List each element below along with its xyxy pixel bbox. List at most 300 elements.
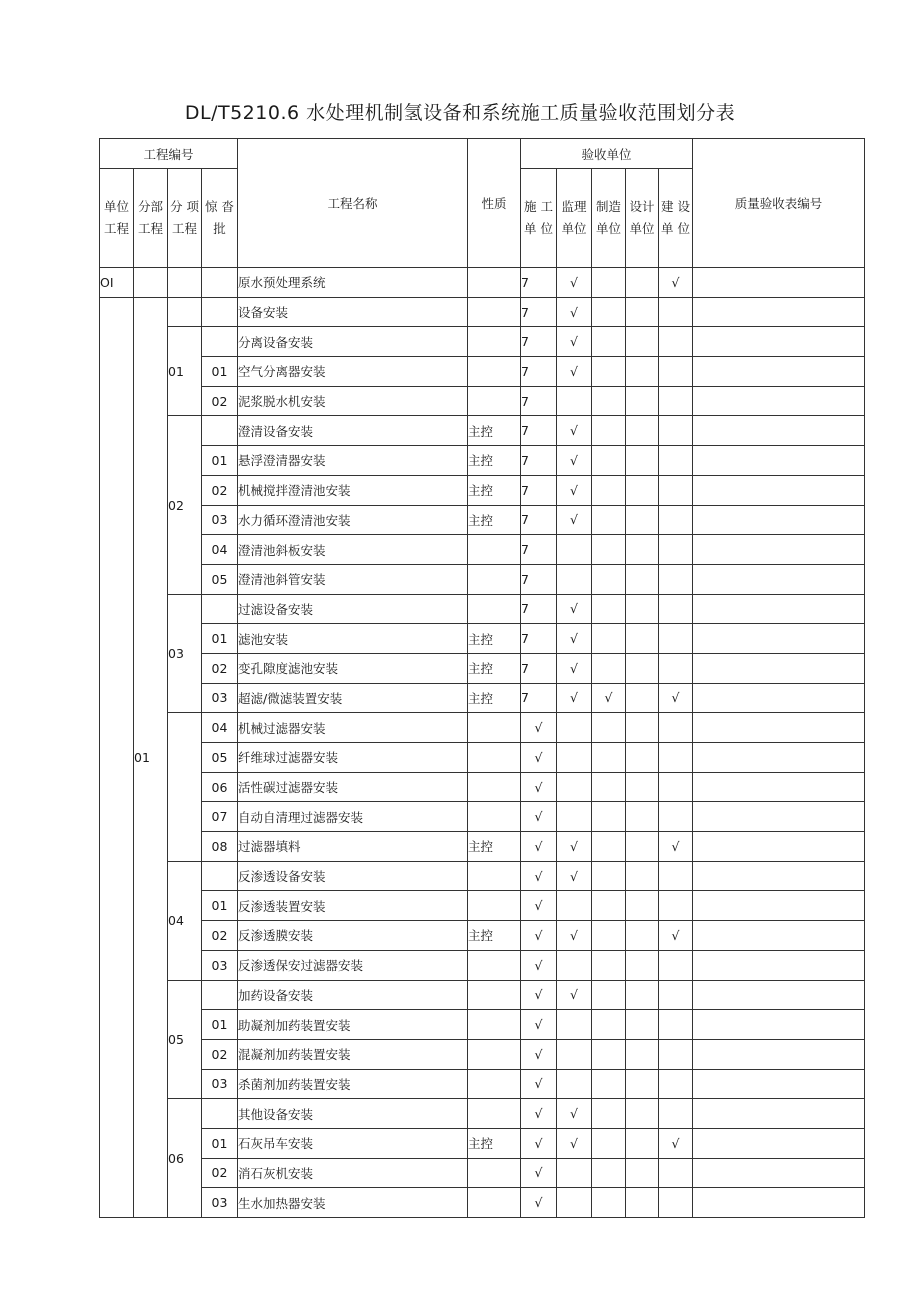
supervision-check-cell: √	[557, 357, 592, 387]
header-nature: 性质	[468, 139, 521, 268]
owner-check-cell	[659, 743, 693, 773]
project-name-cell: 机械过滤器安装	[238, 713, 468, 743]
batch-code-cell	[202, 297, 238, 327]
project-name-cell: 机械搅拌澄清池安装	[238, 475, 468, 505]
header-unit-project: 单位工程	[100, 169, 134, 268]
sub-code-cell	[168, 268, 202, 298]
nature-cell	[468, 297, 521, 327]
manufacturer-check-cell	[592, 1158, 626, 1188]
nature-cell	[468, 802, 521, 832]
form-no-cell	[693, 297, 865, 327]
nature-cell: 主控	[468, 475, 521, 505]
construction-check-cell: 7	[521, 357, 557, 387]
manufacturer-check-cell	[592, 564, 626, 594]
supervision-check-cell: √	[557, 446, 592, 476]
project-name-cell: 其他设备安装	[238, 1099, 468, 1129]
design-check-cell	[626, 564, 659, 594]
construction-check-cell: √	[521, 1158, 557, 1188]
form-no-cell	[693, 1128, 865, 1158]
project-name-cell: 水力循环澄清池安装	[238, 505, 468, 535]
batch-code-cell: 08	[202, 832, 238, 862]
construction-check-cell: 7	[521, 594, 557, 624]
project-name-cell: 超滤/微滤装置安装	[238, 683, 468, 713]
nature-cell	[468, 1069, 521, 1099]
table-row	[100, 1128, 865, 1158]
supervision-check-cell: √	[557, 327, 592, 357]
manufacturer-check-cell	[592, 327, 626, 357]
batch-code-cell: 03	[202, 1188, 238, 1218]
nature-cell	[468, 1188, 521, 1218]
construction-check-cell: √	[521, 713, 557, 743]
construction-check-cell: √	[521, 802, 557, 832]
table-row	[100, 921, 865, 951]
construction-check-cell: √	[521, 772, 557, 802]
manufacturer-check-cell	[592, 861, 626, 891]
supervision-check-cell: √	[557, 861, 592, 891]
table-row	[100, 268, 865, 298]
header-division-project: 分部工程	[134, 169, 168, 268]
project-name-cell: 变孔隙度滤池安装	[238, 653, 468, 683]
nature-cell: 主控	[468, 416, 521, 446]
manufacturer-check-cell	[592, 653, 626, 683]
owner-check-cell	[659, 653, 693, 683]
table-row	[100, 357, 865, 387]
design-check-cell	[626, 446, 659, 476]
batch-code-cell: 02	[202, 921, 238, 951]
supervision-check-cell	[557, 1069, 592, 1099]
table-row	[100, 950, 865, 980]
manufacturer-check-cell	[592, 624, 626, 654]
table-row	[100, 891, 865, 921]
nature-cell: 主控	[468, 683, 521, 713]
design-check-cell	[626, 980, 659, 1010]
construction-check-cell: √	[521, 743, 557, 773]
design-check-cell	[626, 594, 659, 624]
form-no-cell	[693, 594, 865, 624]
owner-check-cell	[659, 1188, 693, 1218]
form-no-cell	[693, 653, 865, 683]
project-name-cell: 反渗透膜安装	[238, 921, 468, 951]
manufacturer-check-cell	[592, 1128, 626, 1158]
design-check-cell	[626, 297, 659, 327]
form-no-cell	[693, 713, 865, 743]
division-code-cell	[134, 268, 168, 298]
supervision-check-cell	[557, 564, 592, 594]
nature-cell	[468, 891, 521, 921]
construction-check-cell: 7	[521, 386, 557, 416]
design-check-cell	[626, 713, 659, 743]
project-name-cell: 石灰吊车安装	[238, 1128, 468, 1158]
design-check-cell	[626, 683, 659, 713]
design-check-cell	[626, 1128, 659, 1158]
table-row	[100, 475, 865, 505]
header-manufacturer-unit: 制造单位	[592, 169, 626, 268]
table-row	[100, 772, 865, 802]
form-no-cell	[693, 802, 865, 832]
form-no-cell	[693, 832, 865, 862]
construction-check-cell: 7	[521, 446, 557, 476]
construction-check-cell: √	[521, 1039, 557, 1069]
construction-check-cell: 7	[521, 653, 557, 683]
project-name-cell: 澄清设备安装	[238, 416, 468, 446]
table-row	[100, 653, 865, 683]
table-row	[100, 713, 865, 743]
nature-cell	[468, 386, 521, 416]
manufacturer-check-cell	[592, 713, 626, 743]
project-name-cell: 反渗透保安过滤器安装	[238, 950, 468, 980]
header-project-name: 工程名称	[238, 139, 468, 268]
project-name-cell: 自动自清理过滤器安装	[238, 802, 468, 832]
form-no-cell	[693, 624, 865, 654]
page-title: DL/T5210.6 水处理机制氢设备和系统施工质量验收范围划分表	[184, 102, 736, 124]
nature-cell: 主控	[468, 921, 521, 951]
table-row	[100, 802, 865, 832]
supervision-check-cell	[557, 1039, 592, 1069]
batch-code-cell: 01	[202, 1010, 238, 1040]
form-no-cell	[693, 327, 865, 357]
supervision-check-cell: √	[557, 297, 592, 327]
form-no-cell	[693, 416, 865, 446]
owner-check-cell: √	[659, 921, 693, 951]
supervision-check-cell: √	[557, 980, 592, 1010]
form-no-cell	[693, 535, 865, 565]
construction-check-cell: 7	[521, 416, 557, 446]
acceptance-table	[99, 138, 865, 1218]
batch-code-cell: 01	[202, 357, 238, 387]
manufacturer-check-cell	[592, 594, 626, 624]
nature-cell	[468, 980, 521, 1010]
supervision-check-cell: √	[557, 624, 592, 654]
owner-check-cell	[659, 564, 693, 594]
unit-code-cell: OI	[100, 268, 134, 298]
supervision-check-cell: √	[557, 653, 592, 683]
nature-cell	[468, 950, 521, 980]
nature-cell	[468, 743, 521, 773]
manufacturer-check-cell	[592, 386, 626, 416]
owner-check-cell: √	[659, 268, 693, 298]
owner-check-cell	[659, 713, 693, 743]
project-name-cell: 原水预处理系统	[238, 268, 468, 298]
design-check-cell	[626, 1069, 659, 1099]
nature-cell: 主控	[468, 832, 521, 862]
supervision-check-cell	[557, 713, 592, 743]
supervision-check-cell: √	[557, 1099, 592, 1129]
form-no-cell	[693, 1188, 865, 1218]
batch-code-cell: 01	[202, 624, 238, 654]
table-row	[100, 1158, 865, 1188]
construction-check-cell: √	[521, 980, 557, 1010]
design-check-cell	[626, 268, 659, 298]
sub-code-cell: 06	[168, 1099, 202, 1218]
nature-cell: 主控	[468, 1128, 521, 1158]
design-check-cell	[626, 505, 659, 535]
design-check-cell	[626, 624, 659, 654]
supervision-check-cell	[557, 1010, 592, 1040]
supervision-check-cell: √	[557, 268, 592, 298]
form-no-cell	[693, 564, 865, 594]
table-row	[100, 505, 865, 535]
batch-code-cell: 02	[202, 653, 238, 683]
manufacturer-check-cell	[592, 891, 626, 921]
form-no-cell	[693, 505, 865, 535]
project-name-cell: 澄清池斜板安装	[238, 535, 468, 565]
owner-check-cell	[659, 950, 693, 980]
design-check-cell	[626, 832, 659, 862]
batch-code-cell	[202, 594, 238, 624]
table-row	[100, 594, 865, 624]
manufacturer-check-cell	[592, 950, 626, 980]
batch-code-cell: 04	[202, 535, 238, 565]
construction-check-cell: √	[521, 1188, 557, 1218]
design-check-cell	[626, 1158, 659, 1188]
supervision-check-cell	[557, 1188, 592, 1218]
nature-cell	[468, 861, 521, 891]
table-row	[100, 386, 865, 416]
batch-code-cell: 02	[202, 1039, 238, 1069]
form-no-cell	[693, 980, 865, 1010]
form-no-cell	[693, 357, 865, 387]
nature-cell	[468, 1099, 521, 1129]
header-construction-unit: 施 工 单 位	[521, 169, 557, 268]
form-no-cell	[693, 1010, 865, 1040]
table-row	[100, 1188, 865, 1218]
construction-check-cell: 7	[521, 505, 557, 535]
manufacturer-check-cell	[592, 1039, 626, 1069]
table-row	[100, 861, 865, 891]
table-row	[100, 327, 865, 357]
nature-cell: 主控	[468, 446, 521, 476]
construction-check-cell: 7	[521, 327, 557, 357]
manufacturer-check-cell	[592, 1010, 626, 1040]
nature-cell: 主控	[468, 653, 521, 683]
supervision-check-cell	[557, 743, 592, 773]
manufacturer-check-cell	[592, 772, 626, 802]
owner-check-cell	[659, 327, 693, 357]
owner-check-cell	[659, 475, 693, 505]
supervision-check-cell: √	[557, 921, 592, 951]
project-name-cell: 生水加热器安装	[238, 1188, 468, 1218]
manufacturer-check-cell	[592, 535, 626, 565]
form-no-cell	[693, 268, 865, 298]
construction-check-cell: 7	[521, 268, 557, 298]
design-check-cell	[626, 802, 659, 832]
design-check-cell	[626, 327, 659, 357]
owner-check-cell	[659, 980, 693, 1010]
design-check-cell	[626, 772, 659, 802]
construction-check-cell: √	[521, 832, 557, 862]
project-name-cell: 过滤设备安装	[238, 594, 468, 624]
design-check-cell	[626, 861, 659, 891]
table-row	[100, 1069, 865, 1099]
nature-cell	[468, 1039, 521, 1069]
manufacturer-check-cell	[592, 297, 626, 327]
supervision-check-cell	[557, 802, 592, 832]
owner-check-cell	[659, 802, 693, 832]
manufacturer-check-cell	[592, 1069, 626, 1099]
sub-code-cell: 03	[168, 594, 202, 713]
construction-check-cell: 7	[521, 683, 557, 713]
form-no-cell	[693, 1099, 865, 1129]
construction-check-cell: √	[521, 1099, 557, 1129]
owner-check-cell	[659, 1010, 693, 1040]
design-check-cell	[626, 416, 659, 446]
supervision-check-cell: √	[557, 505, 592, 535]
design-check-cell	[626, 1099, 659, 1129]
construction-check-cell: √	[521, 1128, 557, 1158]
form-no-cell	[693, 772, 865, 802]
table-row	[100, 297, 865, 327]
sub-code-cell: 04	[168, 861, 202, 980]
form-no-cell	[693, 386, 865, 416]
design-check-cell	[626, 1010, 659, 1040]
owner-check-cell	[659, 357, 693, 387]
header-batch: 惊 沓 批	[202, 169, 238, 268]
batch-code-cell: 01	[202, 891, 238, 921]
owner-check-cell	[659, 861, 693, 891]
manufacturer-check-cell	[592, 475, 626, 505]
batch-code-cell: 02	[202, 386, 238, 416]
form-no-cell	[693, 861, 865, 891]
form-no-cell	[693, 921, 865, 951]
batch-code-cell: 05	[202, 564, 238, 594]
sub-code-cell: 01	[168, 327, 202, 416]
owner-check-cell	[659, 446, 693, 476]
construction-check-cell: 7	[521, 624, 557, 654]
unit-code-cell	[100, 297, 134, 1217]
table-row	[100, 416, 865, 446]
design-check-cell	[626, 535, 659, 565]
table-row	[100, 535, 865, 565]
owner-check-cell	[659, 772, 693, 802]
project-name-cell: 空气分离器安装	[238, 357, 468, 387]
manufacturer-check-cell: √	[592, 683, 626, 713]
manufacturer-check-cell	[592, 446, 626, 476]
table-row	[100, 743, 865, 773]
construction-check-cell: 7	[521, 297, 557, 327]
project-name-cell: 消石灰机安装	[238, 1158, 468, 1188]
batch-code-cell	[202, 980, 238, 1010]
construction-check-cell: √	[521, 921, 557, 951]
form-no-cell	[693, 1158, 865, 1188]
nature-cell	[468, 1158, 521, 1188]
supervision-check-cell	[557, 950, 592, 980]
supervision-check-cell: √	[557, 1128, 592, 1158]
owner-check-cell	[659, 624, 693, 654]
supervision-check-cell	[557, 535, 592, 565]
supervision-check-cell: √	[557, 832, 592, 862]
owner-check-cell	[659, 1069, 693, 1099]
owner-check-cell	[659, 505, 693, 535]
manufacturer-check-cell	[592, 505, 626, 535]
manufacturer-check-cell	[592, 980, 626, 1010]
supervision-check-cell	[557, 386, 592, 416]
sub-code-cell	[168, 297, 202, 327]
batch-code-cell: 05	[202, 743, 238, 773]
design-check-cell	[626, 653, 659, 683]
nature-cell	[468, 327, 521, 357]
form-no-cell	[693, 475, 865, 505]
project-name-cell: 设备安装	[238, 297, 468, 327]
nature-cell	[468, 564, 521, 594]
table-row	[100, 683, 865, 713]
project-name-cell: 杀菌剂加药装置安装	[238, 1069, 468, 1099]
batch-code-cell	[202, 327, 238, 357]
project-name-cell: 反渗透设备安装	[238, 861, 468, 891]
owner-check-cell	[659, 891, 693, 921]
project-name-cell: 混凝剂加药装置安装	[238, 1039, 468, 1069]
supervision-check-cell: √	[557, 475, 592, 505]
batch-code-cell: 03	[202, 505, 238, 535]
nature-cell	[468, 535, 521, 565]
batch-code-cell: 06	[202, 772, 238, 802]
construction-check-cell: √	[521, 950, 557, 980]
manufacturer-check-cell	[592, 802, 626, 832]
project-name-cell: 纤维球过滤器安装	[238, 743, 468, 773]
owner-check-cell	[659, 1099, 693, 1129]
table-row	[100, 624, 865, 654]
supervision-check-cell	[557, 1158, 592, 1188]
table-row	[100, 1099, 865, 1129]
sub-code-cell: 05	[168, 980, 202, 1099]
batch-code-cell: 02	[202, 1158, 238, 1188]
batch-code-cell: 02	[202, 475, 238, 505]
manufacturer-check-cell	[592, 1188, 626, 1218]
project-name-cell: 滤池安装	[238, 624, 468, 654]
header-sub-project: 分 项工程	[168, 169, 202, 268]
header-acceptance-unit: 验收单位	[521, 139, 693, 169]
project-name-cell: 澄清池斜管安装	[238, 564, 468, 594]
batch-code-cell	[202, 1099, 238, 1129]
owner-check-cell	[659, 386, 693, 416]
batch-code-cell: 03	[202, 683, 238, 713]
batch-code-cell: 03	[202, 950, 238, 980]
division-code-cell: 01	[134, 297, 168, 1217]
header-form-no: 质量验收表编号	[693, 139, 865, 268]
sub-code-cell: 02	[168, 416, 202, 594]
owner-check-cell	[659, 535, 693, 565]
design-check-cell	[626, 357, 659, 387]
project-name-cell: 悬浮澄清器安装	[238, 446, 468, 476]
construction-check-cell: √	[521, 1069, 557, 1099]
design-check-cell	[626, 921, 659, 951]
batch-code-cell: 01	[202, 446, 238, 476]
batch-code-cell: 03	[202, 1069, 238, 1099]
nature-cell	[468, 268, 521, 298]
design-check-cell	[626, 891, 659, 921]
design-check-cell	[626, 1039, 659, 1069]
design-check-cell	[626, 386, 659, 416]
nature-cell	[468, 1010, 521, 1040]
owner-check-cell: √	[659, 683, 693, 713]
nature-cell	[468, 357, 521, 387]
form-no-cell	[693, 743, 865, 773]
nature-cell: 主控	[468, 505, 521, 535]
project-name-cell: 分离设备安装	[238, 327, 468, 357]
manufacturer-check-cell	[592, 921, 626, 951]
table-row	[100, 1039, 865, 1069]
batch-code-cell	[202, 268, 238, 298]
project-name-cell: 助凝剂加药装置安装	[238, 1010, 468, 1040]
project-name-cell: 泥浆脱水机安装	[238, 386, 468, 416]
project-name-cell: 活性碳过滤器安装	[238, 772, 468, 802]
batch-code-cell: 07	[202, 802, 238, 832]
construction-check-cell: 7	[521, 564, 557, 594]
batch-code-cell	[202, 861, 238, 891]
table-row	[100, 1010, 865, 1040]
batch-code-cell: 04	[202, 713, 238, 743]
construction-check-cell: √	[521, 1010, 557, 1040]
project-name-cell: 反渗透装置安装	[238, 891, 468, 921]
